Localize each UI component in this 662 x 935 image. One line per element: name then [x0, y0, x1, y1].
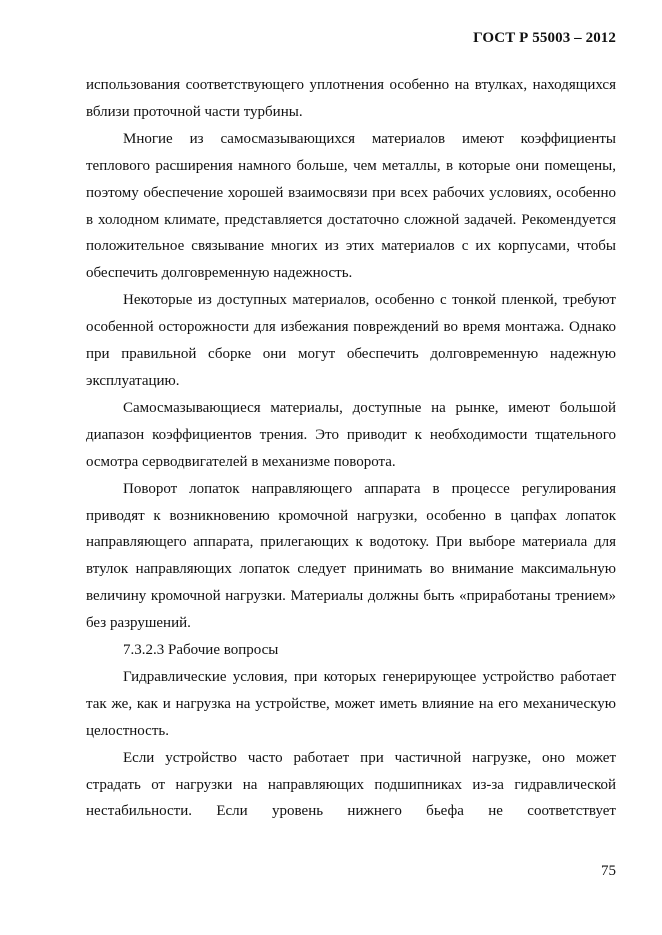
document-body: [86, 72, 616, 825]
paragraph-thin-film: Некоторые из доступных материалов, особенно с тонкой пленкой, требуют особенной осторожности для избежания повреждений во время монтажа. Однако при правильной сборке они могут обеспечить долговременную надежную эксплуатацию.: [86, 292, 616, 389]
paragraph-continued: использования соответствующего уплотнения особенно на втулках, находящихся вблизи проточной части турбины.: [86, 77, 616, 120]
document-header-id: ГОСТ Р 55003 – 2012: [473, 30, 616, 46]
page-number: 75: [601, 863, 616, 879]
paragraph-hydraulic-conditions: Гидравлические условия, при которых генерирующее устройство работает так же, как и нагрузка на устройстве, может иметь влияние на его механическую целостность.: [86, 668, 616, 739]
paragraph-edge-load: Поворот лопаток направляющего аппарата в процессе регулирования приводят к возникновению кромочной нагрузки, особенно в цапфах лопаток направляющего аппарата, прилегающих к водотоку. При выборе материала для втулок направляющих лопаток следует принимать во внимание максимальную величину кромочной нагрузки. Материалы должны быть «приработаны трением» без разрушений.: [86, 480, 616, 632]
paragraph-thermal-expansion: Многие из самосмазывающихся материалов имеют коэффициенты теплового расширения намного больше, чем металлы, в которые они помещены, поэтому обеспечение хорошей взаимосвязи при всех рабочих условиях, особенно в холодном климате, представляется достаточно сложной задачей. Рекомендуется положительное связывание многих из этих материалов с их корпусами, чтобы обеспечить долговременную надежность.: [86, 130, 616, 282]
paragraph-friction: Самосмазывающиеся материалы, доступные на рынке, имеют большой диапазон коэффициентов трения. Это приводит к необходимости тщательного осмотра серводвигателей в механизме поворота.: [86, 399, 616, 470]
paragraph-partial-load: Если устройство часто работает при частичной нагрузке, оно может страдать от нагрузки на направляющих подшипниках из-за гидравлической нестабильности. Если уровень нижнего бьефа не соответствует: [86, 749, 616, 820]
section-heading: 7.3.2.3 Рабочие вопросы: [123, 642, 279, 659]
